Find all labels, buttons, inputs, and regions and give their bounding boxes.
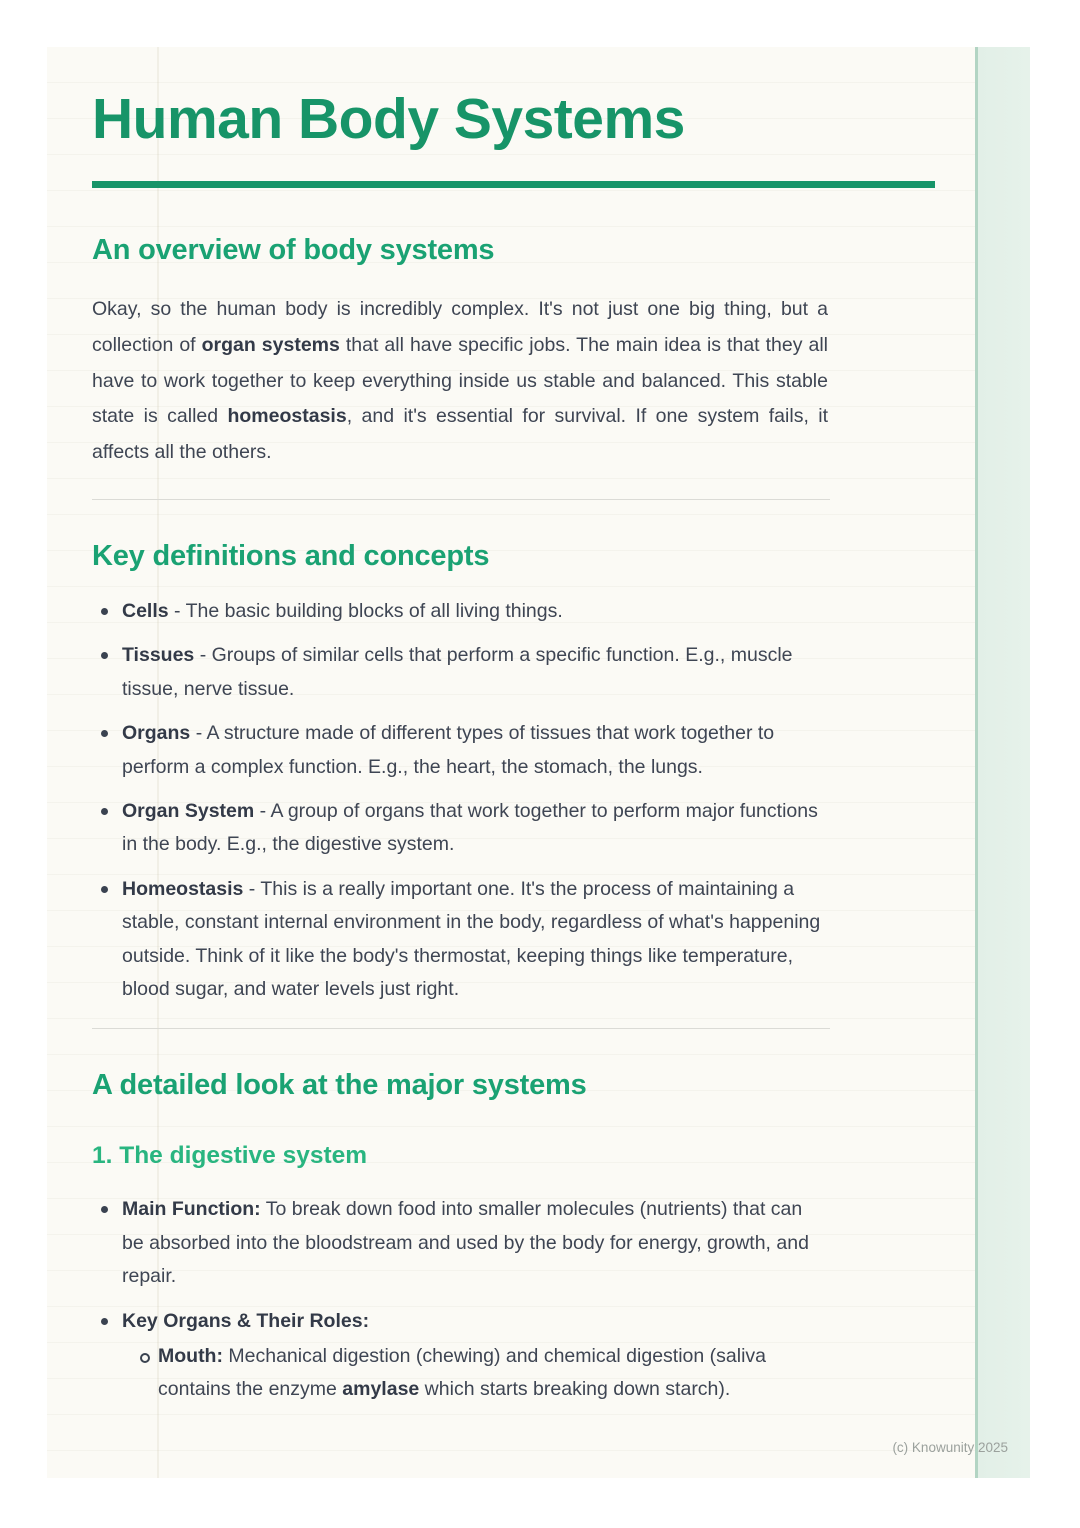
page-content [92,47,828,1407]
section-heading-definitions: Key definitions and concepts [92,539,490,572]
list-item [92,595,828,628]
list-item [92,1305,828,1407]
copyright-text: (c) Knowunity 2025 [892,1440,1008,1455]
list-item [92,639,828,706]
list-item [92,717,828,784]
list-item-text: Main Function: To break down food into smaller molecules (nutrients) that can be absorbed into the bloodstream and used by the body for energy, growth, and repair. [122,1198,809,1288]
list-item-text: Organ System - A group of organs that work together to perform major functions in the body. E.g., the digestive system. [122,800,818,856]
sublist-item [140,1340,828,1407]
list-item-text: Cells - The basic building blocks of all living things. [122,599,563,622]
title-underline-rule [92,181,935,188]
sublist-item-text: Mouth: Mechanical digestion (chewing) and chemical digestion (saliva contains the enzyme amylase which starts breaking down starch). [158,1345,766,1401]
bullet-dot-icon [101,608,108,615]
page-title: Human Body Systems [92,87,685,151]
section-divider [92,499,830,500]
bullet-dot-icon [101,886,108,893]
list-item [92,873,828,1007]
subsection-heading-digestive: 1. The digestive system [92,1142,368,1170]
document-page [47,47,975,1478]
key-organs-sublist [140,1340,828,1407]
overview-paragraph: Okay, so the human body is incredibly complex. It's not just one big thing, but a collection of organ systems that all have specific jobs. The main idea is that they all have to work together to keep everything inside us stable and balanced. This stable state is called homeostasis, and it's essential for survival. If one system fails, it affects all the others. [92,298,828,464]
list-item [92,795,828,862]
digestive-list [92,1193,828,1406]
definitions-list [92,595,828,1006]
bullet-dot-icon [101,1318,108,1325]
list-item [92,1193,828,1293]
bullet-dot-icon [101,652,108,659]
list-item-text: Homeostasis - This is a really important one. It's the process of maintaining a stable, constant internal environment in the body, regardless of what's happening outside. Think of it like the body's thermostat, keeping things like temperature, blood sugar, and water levels just right. [122,877,821,1001]
list-item-text: Organs - A structure made of different types of tissues that work together to perform a complex function. E.g., the heart, the stomach, the lungs. [122,722,775,778]
list-item-text: Tissues - Groups of similar cells that perform a specific function. E.g., muscle tissue, nerve tissue. [122,644,793,700]
section-heading-overview: An overview of body systems [92,234,495,266]
section-divider [92,1028,830,1029]
section-heading-major-systems: A detailed look at the major systems [92,1069,587,1102]
bullet-dot-icon [101,808,108,815]
bullet-circle-icon [140,1353,150,1363]
accent-strip [975,47,1030,1478]
bullet-dot-icon [101,730,108,737]
bullet-dot-icon [101,1206,108,1213]
list-item-text: Key Organs & Their Roles: [122,1309,370,1332]
